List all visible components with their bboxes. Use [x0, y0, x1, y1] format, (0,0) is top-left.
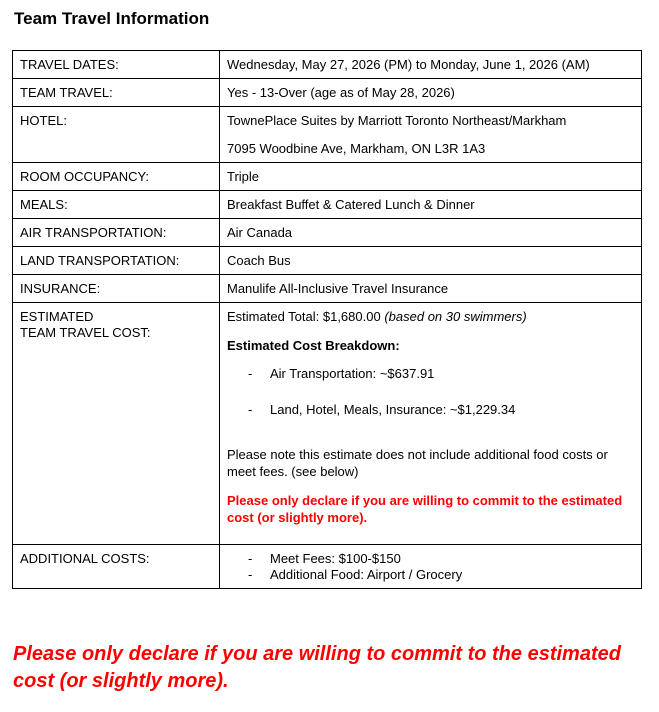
table-row-land-transportation: [13, 247, 642, 275]
label-line-2: TEAM TRAVEL COST:: [20, 325, 151, 340]
breakdown-heading: Estimated Cost Breakdown:: [227, 338, 400, 353]
dash-bullet: -: [248, 551, 253, 566]
table-row-team-travel: [13, 79, 642, 107]
list-item: [227, 366, 634, 382]
breakdown-list: [227, 366, 634, 418]
estimated-total: [227, 309, 634, 325]
label-line-1: ESTIMATED: [20, 309, 94, 324]
row-label: TEAM TRAVEL:: [13, 79, 220, 107]
table-row-additional-costs: [13, 545, 642, 589]
table-row-travel-dates: [13, 51, 642, 79]
row-value: Coach Bus: [220, 247, 642, 275]
row-value: Manulife All-Inclusive Travel Insurance: [220, 275, 642, 303]
row-label: HOTEL:: [13, 107, 220, 163]
row-value: [220, 545, 642, 589]
list-item-text: Land, Hotel, Meals, Insurance: ~$1,229.34: [270, 402, 516, 417]
dash-bullet: -: [248, 402, 253, 417]
dash-bullet: -: [248, 567, 253, 582]
bottom-warning: Please only declare if you are willing to commit to the estimated cost (or slightly more).: [13, 643, 621, 692]
estimate-note: Please note this estimate does not include additional food costs or meet fees. (see below): [227, 447, 608, 479]
list-item: [227, 551, 634, 567]
row-label: ADDITIONAL COSTS:: [13, 545, 220, 589]
table-row-meals: [13, 191, 642, 219]
list-item: [227, 402, 634, 418]
table-row-estimated-cost: [13, 303, 642, 545]
list-item-text: Additional Food: Airport / Grocery: [270, 567, 463, 582]
row-label: INSURANCE:: [13, 275, 220, 303]
table-row-air-transportation: [13, 219, 642, 247]
estimate-warning: Please only declare if you are willing to commit to the estimated cost (or slightly more).: [227, 493, 623, 525]
row-label: [13, 303, 220, 545]
table-row-insurance: [13, 275, 642, 303]
estimated-total-amount: Estimated Total: $1,680.00: [227, 309, 381, 324]
list-item-text: Meet Fees: $100-$150: [270, 551, 401, 566]
travel-info-table: [12, 50, 642, 589]
row-label: LAND TRANSPORTATION:: [13, 247, 220, 275]
hotel-address: 7095 Woodbine Ave, Markham, ON L3R 1A3: [227, 141, 486, 156]
row-value: [220, 303, 642, 545]
additional-costs-list: [227, 551, 634, 583]
list-item: [227, 567, 634, 583]
hotel-name: TownePlace Suites by Marriott Toronto Northeast/Markham: [227, 113, 567, 128]
table-row-hotel: [13, 107, 642, 163]
page-title: Team Travel Information: [14, 9, 210, 28]
estimated-total-note: (based on 30 swimmers): [384, 309, 527, 324]
table-row-room-occupancy: [13, 163, 642, 191]
list-item-text: Air Transportation: ~$637.91: [270, 366, 435, 381]
row-value: Breakfast Buffet & Catered Lunch & Dinner: [220, 191, 642, 219]
row-value: [220, 107, 642, 163]
row-value: Air Canada: [220, 219, 642, 247]
dash-bullet: -: [248, 366, 253, 381]
row-value: Wednesday, May 27, 2026 (PM) to Monday, June 1, 2026 (AM): [220, 51, 642, 79]
row-label: ROOM OCCUPANCY:: [13, 163, 220, 191]
row-label: MEALS:: [13, 191, 220, 219]
row-value: Triple: [220, 163, 642, 191]
row-label: TRAVEL DATES:: [13, 51, 220, 79]
row-value: Yes - 13-Over (age as of May 28, 2026): [220, 79, 642, 107]
row-label: AIR TRANSPORTATION:: [13, 219, 220, 247]
